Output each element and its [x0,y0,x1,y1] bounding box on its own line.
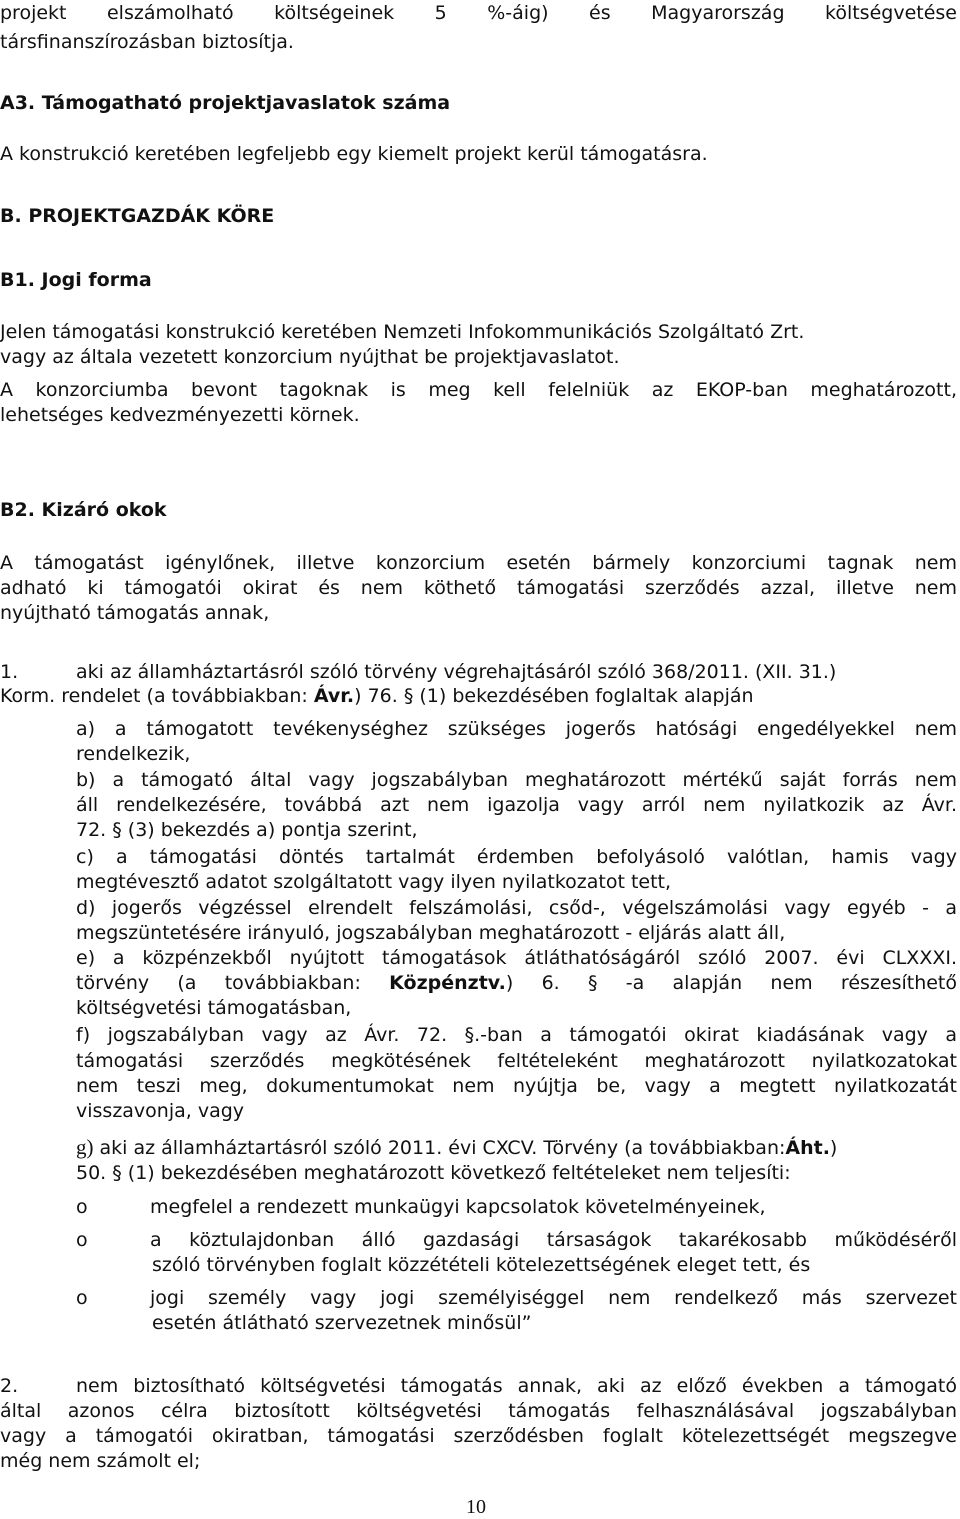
list-number: 2. [0,1375,19,1397]
text-line: rendelkezik, [76,743,191,765]
bullet-item: a köztulajdonban álló gazdasági társaságok takarékosabb működéséről [150,1229,957,1251]
bullet-item: jogi személy vagy jogi személyiséggel nem rendelkező más szervezet [150,1287,957,1309]
page-number: 10 [466,1496,486,1518]
sub-item-f: f) jogszabályban vagy az Ávr. 72. §.-ban a támogatói okirat kiadásának vagy a [76,1024,957,1046]
text-line: szóló törvényben foglalt közzétételi kötelezettségének eleget tett, és [152,1254,811,1276]
text-line: vagy a támogatói okiratban, támogatási szerződésben foglalt kötelezettségét megszegve [0,1425,957,1447]
text-line: támogatási szerződés megkötésének feltételeként meghatározott nyilatkozatokat [76,1050,957,1072]
text-line: költségvetési támogatásban, [76,997,352,1019]
text-line: törvény (a továbbiakban: Közpénztv.) 6. § -a alapján nem részesíthető [76,972,957,994]
text-line: A konstrukció keretében legfeljebb egy kiemelt projekt kerül támogatásra. [0,143,708,165]
text-line: megszüntetésére irányuló, jogszabályban meghatározott - eljárás alatt áll, [76,922,786,944]
text-line: projekt elszámolható költségeinek 5 %-áig) és Magyarország költségvetése [0,2,957,24]
sub-item-a: a) a támogatott tevékenységhez szükséges jogerős hatósági engedélyekkel nem [76,718,957,740]
section-heading-b1: B1. Jogi forma [0,269,152,291]
list-number: 1. [0,661,19,683]
text-line: visszavonja, vagy [76,1100,245,1122]
sub-item-d: d) jogerős végzéssel elrendelt felszámolási, csőd-, végelszámolási vagy egyéb - a [76,897,957,919]
text-line: 72. § (3) bekezdés a) pontja szerint, [76,819,418,841]
section-heading-b2: B2. Kizáró okok [0,499,167,521]
list-item-1-line: 1. aki az államháztartásról szóló törvény végrehajtásáról szóló 368/2011. (XII. 31.) [0,661,837,683]
section-heading-a3: A3. Támogatható projektjavaslatok száma [0,92,451,114]
text-line: A támogatást igénylőnek, illetve konzorcium esetén bármely konzorciumi tagnak nem [0,552,957,574]
sub-item-c: c) a támogatási döntés tartalmát érdemben befolyásoló valótlan, hamis vagy [76,846,957,868]
text-line: Jelen támogatási konstrukció keretében Nemzeti Infokommunikációs Szolgáltató Zrt. [0,321,805,343]
text-line: nem teszi meg, dokumentumokat nem nyújtja be, vagy a megtett nyilatkozatát [76,1075,957,1097]
text-line: még nem számolt el; [0,1450,201,1472]
text-line: megtévesztő adatot szolgáltatott vagy ilyen nyilatkozatot tett, [76,871,672,893]
text-line: áll rendelkezésére, továbbá azt nem igazolja vagy arról nem nyilatkozik az Ávr. [76,794,957,816]
text-line: nyújtható támogatás annak, [0,602,270,624]
text-line: A konzorciumba bevont tagoknak is meg kell felelniük az EKOP-ban meghatározott, [0,379,957,401]
bullet-marker: o [76,1196,88,1218]
section-heading-b: B. PROJEKTGAZDÁK KÖRE [0,205,275,227]
text-line: esetén átlátható szervezetnek minősül” [152,1312,532,1334]
sub-item-b: b) a támogató által vagy jogszabályban meghatározott mértékű saját forrás nem [76,769,957,791]
text-line: Korm. rendelet (a továbbiakban: Ávr.) 76. § (1) bekezdésében foglaltak alapján [0,685,754,707]
bullet-item: megfelel a rendezett munkaügyi kapcsolatok követelményeinek, [150,1196,766,1218]
text-line: 50. § (1) bekezdésében meghatározott következő feltételeket nem teljesíti: [76,1162,791,1184]
text-line: vagy az általa vezetett konzorcium nyújthat be projektjavaslatot. [0,346,620,368]
text-line: társfinanszírozásban biztosítja. [0,31,294,53]
sub-item-g: g) aki az államháztartásról szóló 2011. évi CXCV. Törvény (a továbbiakban:Áht.) [76,1135,838,1159]
text-line: által azonos célra biztosított költségvetési támogatás felhasználásával jogszabályban [0,1400,957,1422]
bullet-marker: o [76,1229,88,1251]
sub-item-e: e) a közpénzekből nyújtott támogatások átláthatóságáról szóló 2007. évi CLXXXI. [76,947,957,969]
list-item-2-line: nem biztosítható költségvetési támogatás annak, aki az előző években a támogató [76,1375,957,1397]
bullet-marker: o [76,1287,88,1309]
text-line: lehetséges kedvezményezetti körnek. [0,404,360,426]
text-line: adható ki támogatói okirat és nem köthető támogatási szerződés azzal, illetve nem [0,577,957,599]
